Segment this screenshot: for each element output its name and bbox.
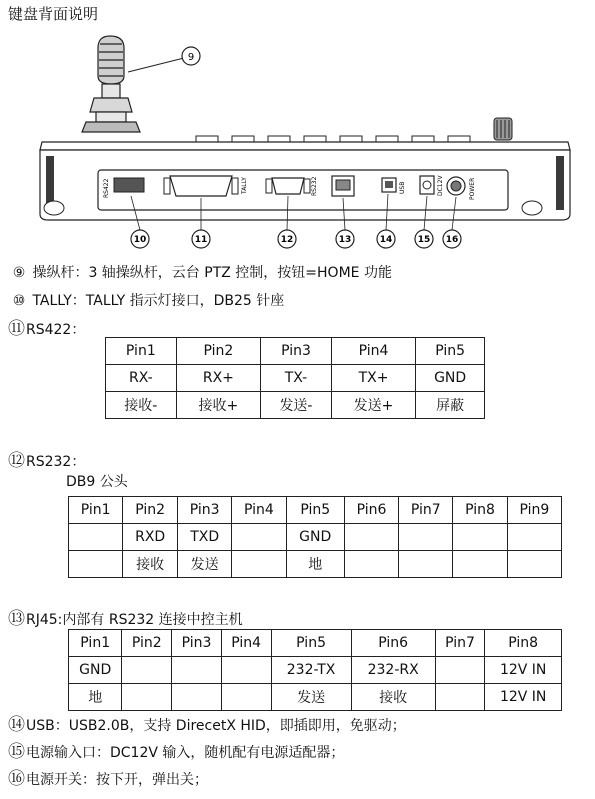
table-cell: 发送 <box>271 684 351 711</box>
tally-db25-port <box>164 176 248 196</box>
table-cell: 发送 <box>178 551 232 578</box>
table-cell: Pin4 <box>331 338 415 365</box>
table-cell: Pin6 <box>351 630 435 657</box>
table-cell: TXD <box>178 524 232 551</box>
callout-16: 16 <box>445 235 459 245</box>
desc-tally: ⑩ TALLY：TALLY 指示灯接口，DB25 针座 <box>12 293 285 309</box>
table-cell: Pin8 <box>485 630 562 657</box>
table-cell: Pin8 <box>453 497 507 524</box>
table-cell: 232-TX <box>271 657 351 684</box>
svg-text:POWER: POWER <box>469 177 476 200</box>
joystick-icon <box>82 36 184 132</box>
rj45-heading: ⑬RJ45:内部有 RS232 连接中控主机 <box>8 609 243 629</box>
table-cell: 接收 <box>351 684 435 711</box>
table-cell <box>344 524 398 551</box>
table-cell: RX- <box>106 365 177 392</box>
table-cell: TX- <box>261 365 332 392</box>
rs422-heading: ⑪RS422： <box>8 319 86 339</box>
table-cell: TX+ <box>331 365 415 392</box>
table-cell: Pin2 <box>123 497 178 524</box>
dc12v-port <box>420 175 444 196</box>
callout-15: 15 <box>417 235 431 245</box>
table-cell <box>172 684 222 711</box>
table-cell: 发送+ <box>331 392 415 419</box>
table-row <box>106 392 485 419</box>
table-cell: Pin2 <box>122 630 172 657</box>
table-cell: Pin9 <box>507 497 561 524</box>
table-cell: Pin3 <box>178 497 232 524</box>
table-row <box>106 338 485 365</box>
callout-10: 10 <box>133 235 147 245</box>
table-cell: Pin4 <box>232 497 286 524</box>
desc-usb: ⑭USB：USB2.0B，支持 DirecetX HID，即插即用，免驱动； <box>8 715 406 735</box>
table-cell <box>435 657 485 684</box>
svg-text:TALLY: TALLY <box>241 177 248 194</box>
table-cell <box>232 524 286 551</box>
rs232-heading: ⑫RS232： <box>8 451 86 471</box>
table-cell: Pin5 <box>271 630 351 657</box>
table-cell: 接收+ <box>176 392 260 419</box>
table-cell <box>221 684 271 711</box>
table-cell: Pin2 <box>176 338 260 365</box>
table-cell <box>172 657 222 684</box>
table-cell <box>122 657 172 684</box>
table-cell: 屏蔽 <box>416 392 485 419</box>
table-cell: GND <box>416 365 485 392</box>
rs422-pin-table <box>105 337 485 419</box>
table-cell: Pin7 <box>435 630 485 657</box>
table-cell <box>344 551 398 578</box>
svg-text:DC12V: DC12V <box>437 175 444 196</box>
callout-12: 12 <box>280 235 294 245</box>
table-row <box>106 365 485 392</box>
table-cell <box>122 684 172 711</box>
table-cell <box>453 524 507 551</box>
table-cell: Pin1 <box>69 497 123 524</box>
table-cell <box>507 524 561 551</box>
table-cell: 12V IN <box>485 684 562 711</box>
table-row <box>69 497 562 524</box>
svg-text:RS422: RS422 <box>103 178 110 198</box>
callout-13: 13 <box>338 235 352 245</box>
svg-text:RS232: RS232 <box>311 176 318 196</box>
table-cell: Pin4 <box>221 630 271 657</box>
table-row <box>69 657 562 684</box>
table-cell: Pin6 <box>344 497 398 524</box>
table-cell: 接收- <box>106 392 177 419</box>
table-cell: GND <box>69 657 122 684</box>
table-row <box>69 630 562 657</box>
table-cell: 232-RX <box>351 657 435 684</box>
table-cell <box>69 551 123 578</box>
table-cell <box>435 684 485 711</box>
table-cell: 地 <box>286 551 344 578</box>
table-cell: Pin5 <box>286 497 344 524</box>
table-cell <box>69 524 123 551</box>
table-cell: RXD <box>123 524 178 551</box>
knob-icon <box>494 118 512 140</box>
desc-joystick: ⑨ 操纵杆：3 轴操纵杆，云台 PTZ 控制，按钮=HOME 功能 <box>12 265 392 281</box>
table-cell: RX+ <box>176 365 260 392</box>
table-cell <box>453 551 507 578</box>
table-cell <box>221 657 271 684</box>
table-row <box>69 551 562 578</box>
rj45-pin-table <box>68 629 562 711</box>
table-cell: Pin3 <box>172 630 222 657</box>
rs232-pin-table <box>68 496 562 578</box>
table-cell: 12V IN <box>485 657 562 684</box>
callout-9: 9 <box>187 52 195 63</box>
table-cell <box>507 551 561 578</box>
callout-14: 14 <box>379 235 393 245</box>
table-cell <box>232 551 286 578</box>
table-cell <box>399 524 453 551</box>
rs232-subtitle: DB9 公头 <box>66 474 128 490</box>
rj45-port <box>332 176 354 196</box>
table-row <box>69 524 562 551</box>
table-cell: 发送- <box>261 392 332 419</box>
table-cell: Pin3 <box>261 338 332 365</box>
table-cell: 接收 <box>123 551 178 578</box>
desc-power-switch: ⑯电源开关：按下开，弹出关； <box>8 769 208 789</box>
table-cell: GND <box>286 524 344 551</box>
table-cell: Pin5 <box>416 338 485 365</box>
page-heading: 键盘背面说明 <box>8 5 99 23</box>
table-cell: Pin7 <box>399 497 453 524</box>
table-cell <box>399 551 453 578</box>
table-row <box>69 684 562 711</box>
table-cell: 地 <box>69 684 122 711</box>
desc-power-input: ⑮电源输入口：DC12V 输入，随机配有电源适配器； <box>8 742 345 762</box>
callout-11: 11 <box>194 235 208 245</box>
svg-text:USB: USB <box>399 181 406 194</box>
table-cell: Pin1 <box>69 630 122 657</box>
table-cell: Pin1 <box>106 338 177 365</box>
keyboard-rear-figure <box>36 28 576 256</box>
